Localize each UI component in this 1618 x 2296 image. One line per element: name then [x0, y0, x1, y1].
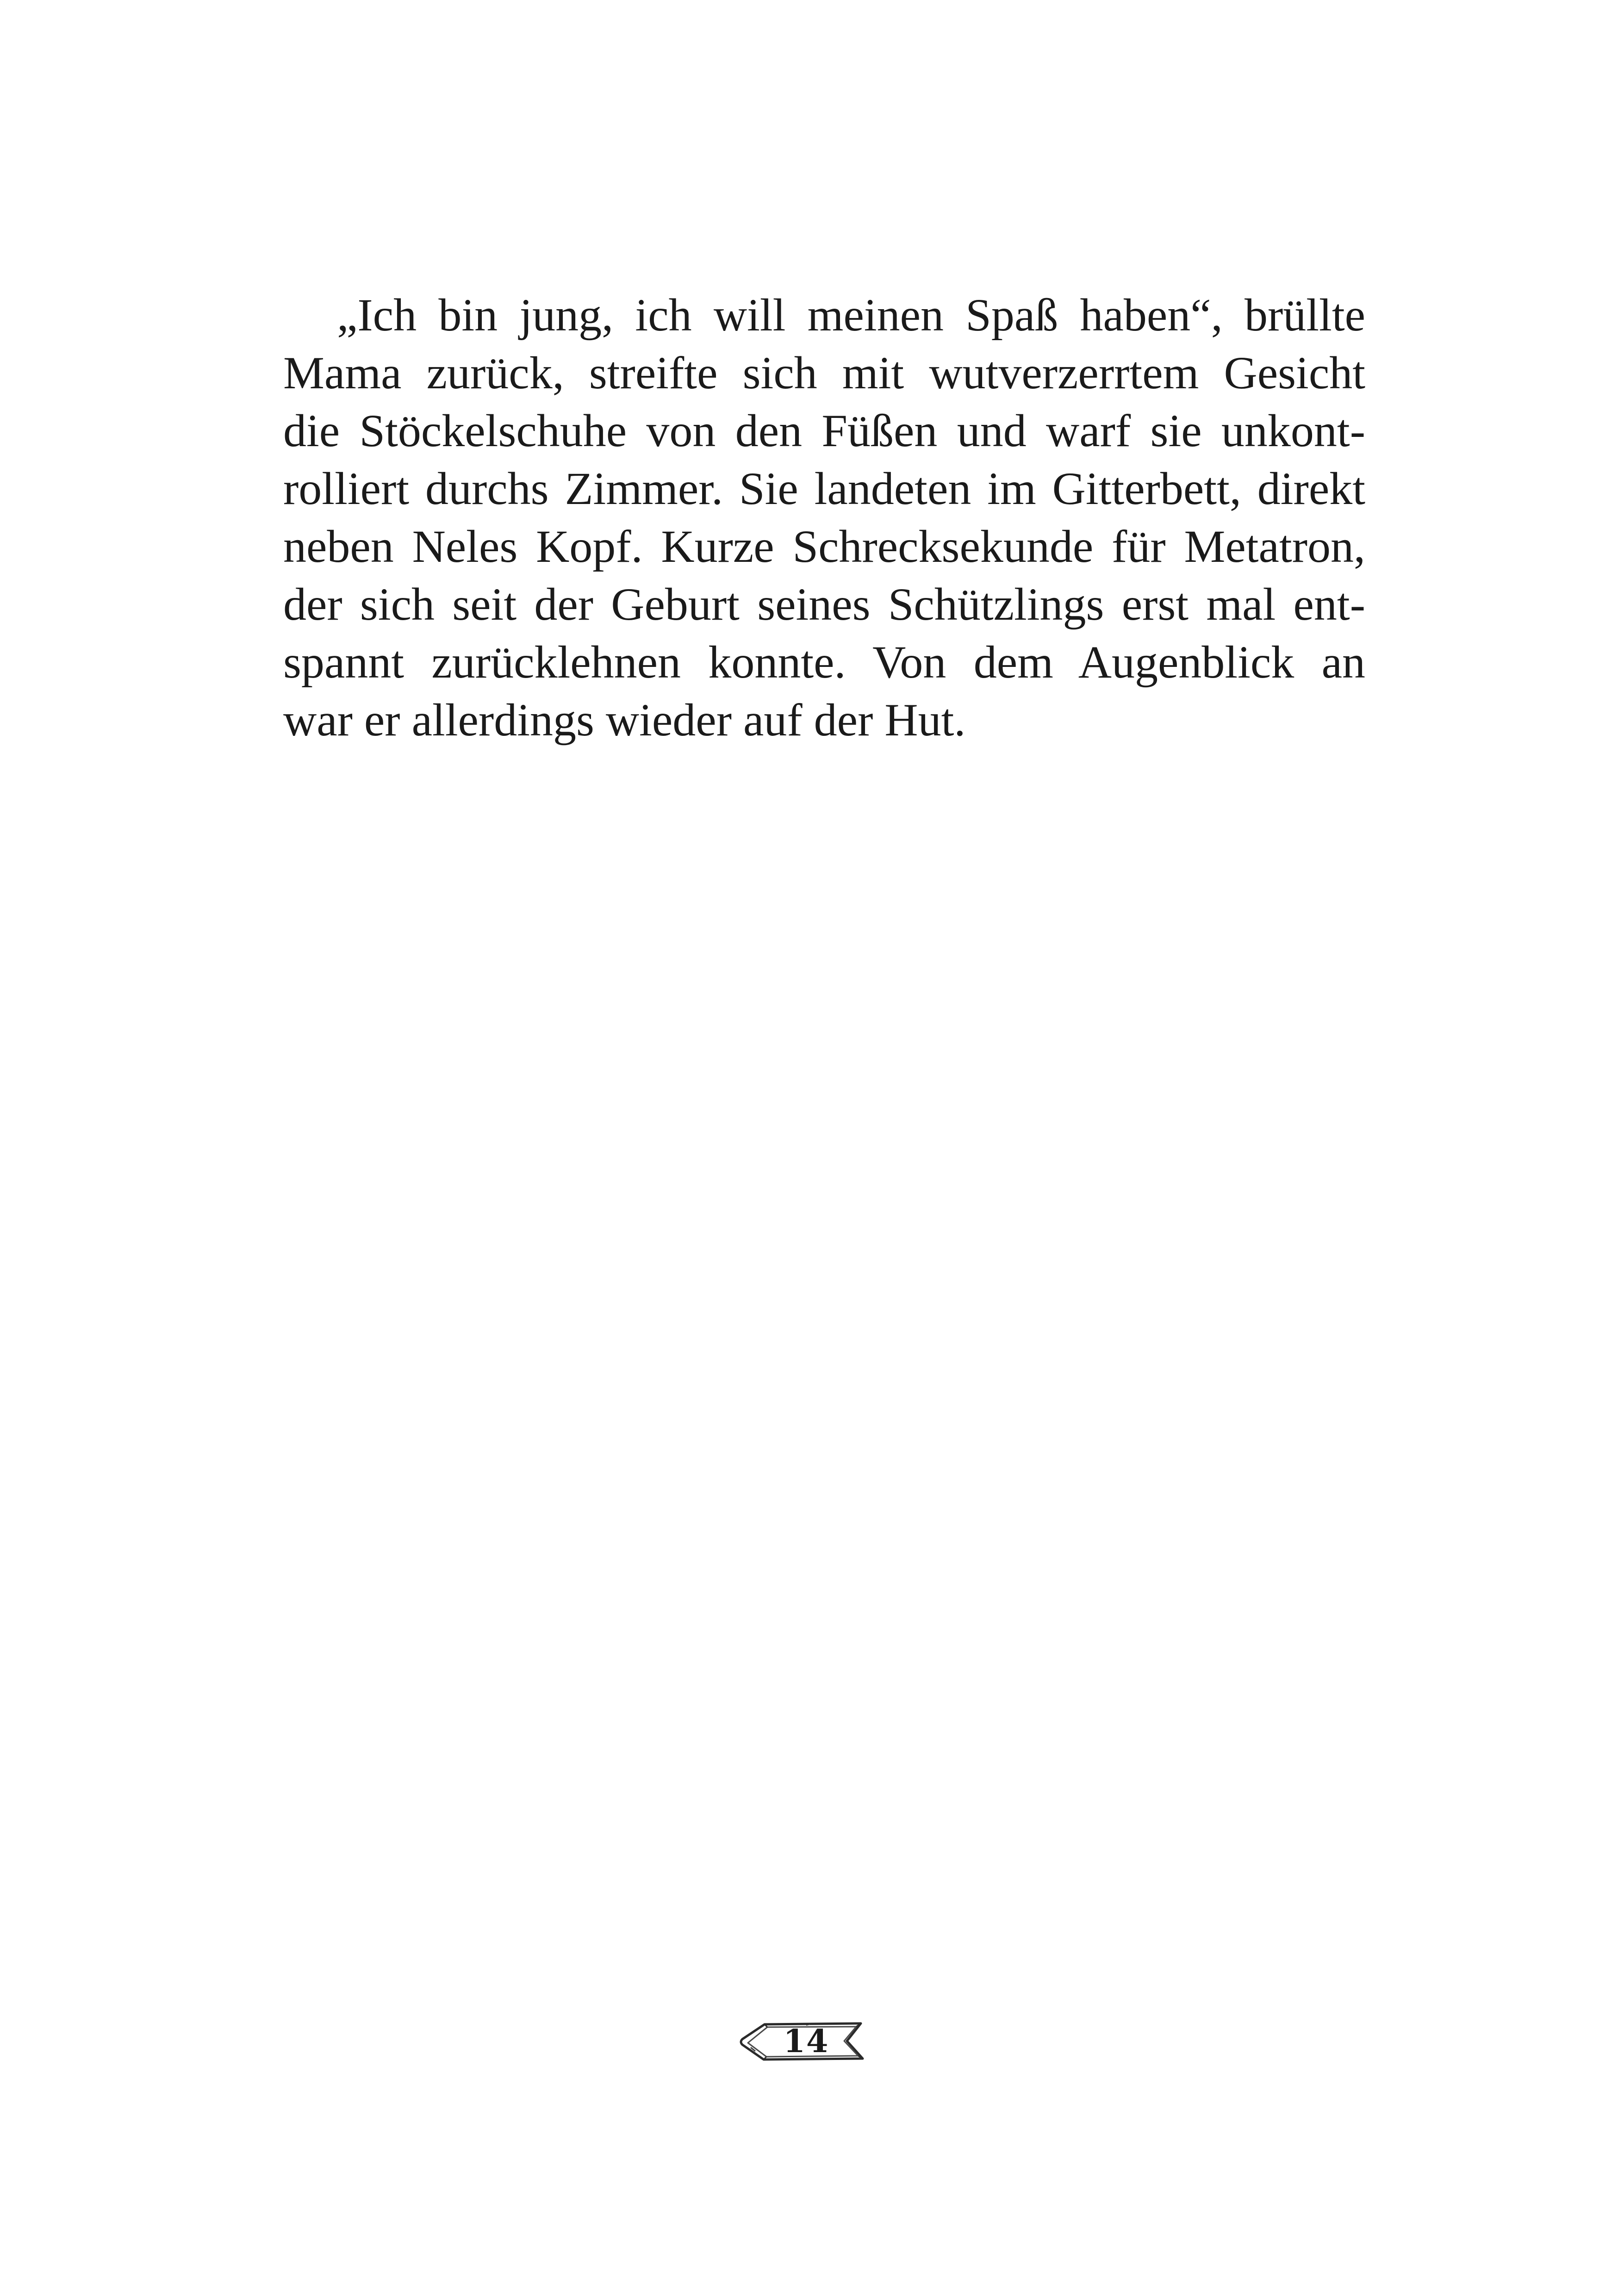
paragraph-line: rolliert durchs Zimmer. Sie landeten im Gitterbett, direkt [283, 463, 1365, 514]
paragraph-line: die Stöckelschuhe von den Füßen und warf sie unkont- [283, 405, 1365, 456]
paragraph-line: der sich seit der Geburt seines Schützlings erst mal ent- [283, 579, 1365, 630]
paragraph-line: Mama zurück, streifte sich mit wutverzerrtem Gesicht [283, 347, 1365, 398]
body-paragraph [283, 286, 1365, 749]
paragraph-line: neben Neles Kopf. Kurze Schrecksekunde für Metatron, [283, 521, 1365, 572]
paragraph-line: spannt zurücklehnen konnte. Von dem Augenblick an [283, 636, 1365, 688]
page-number: 14 [783, 2023, 829, 2060]
paragraph-line: war er allerdings wieder auf der Hut. [283, 694, 966, 746]
paragraph-line: „Ich bin jung, ich will meinen Spaß haben“, brüllte [337, 289, 1365, 341]
page-number-banner [737, 2014, 876, 2069]
